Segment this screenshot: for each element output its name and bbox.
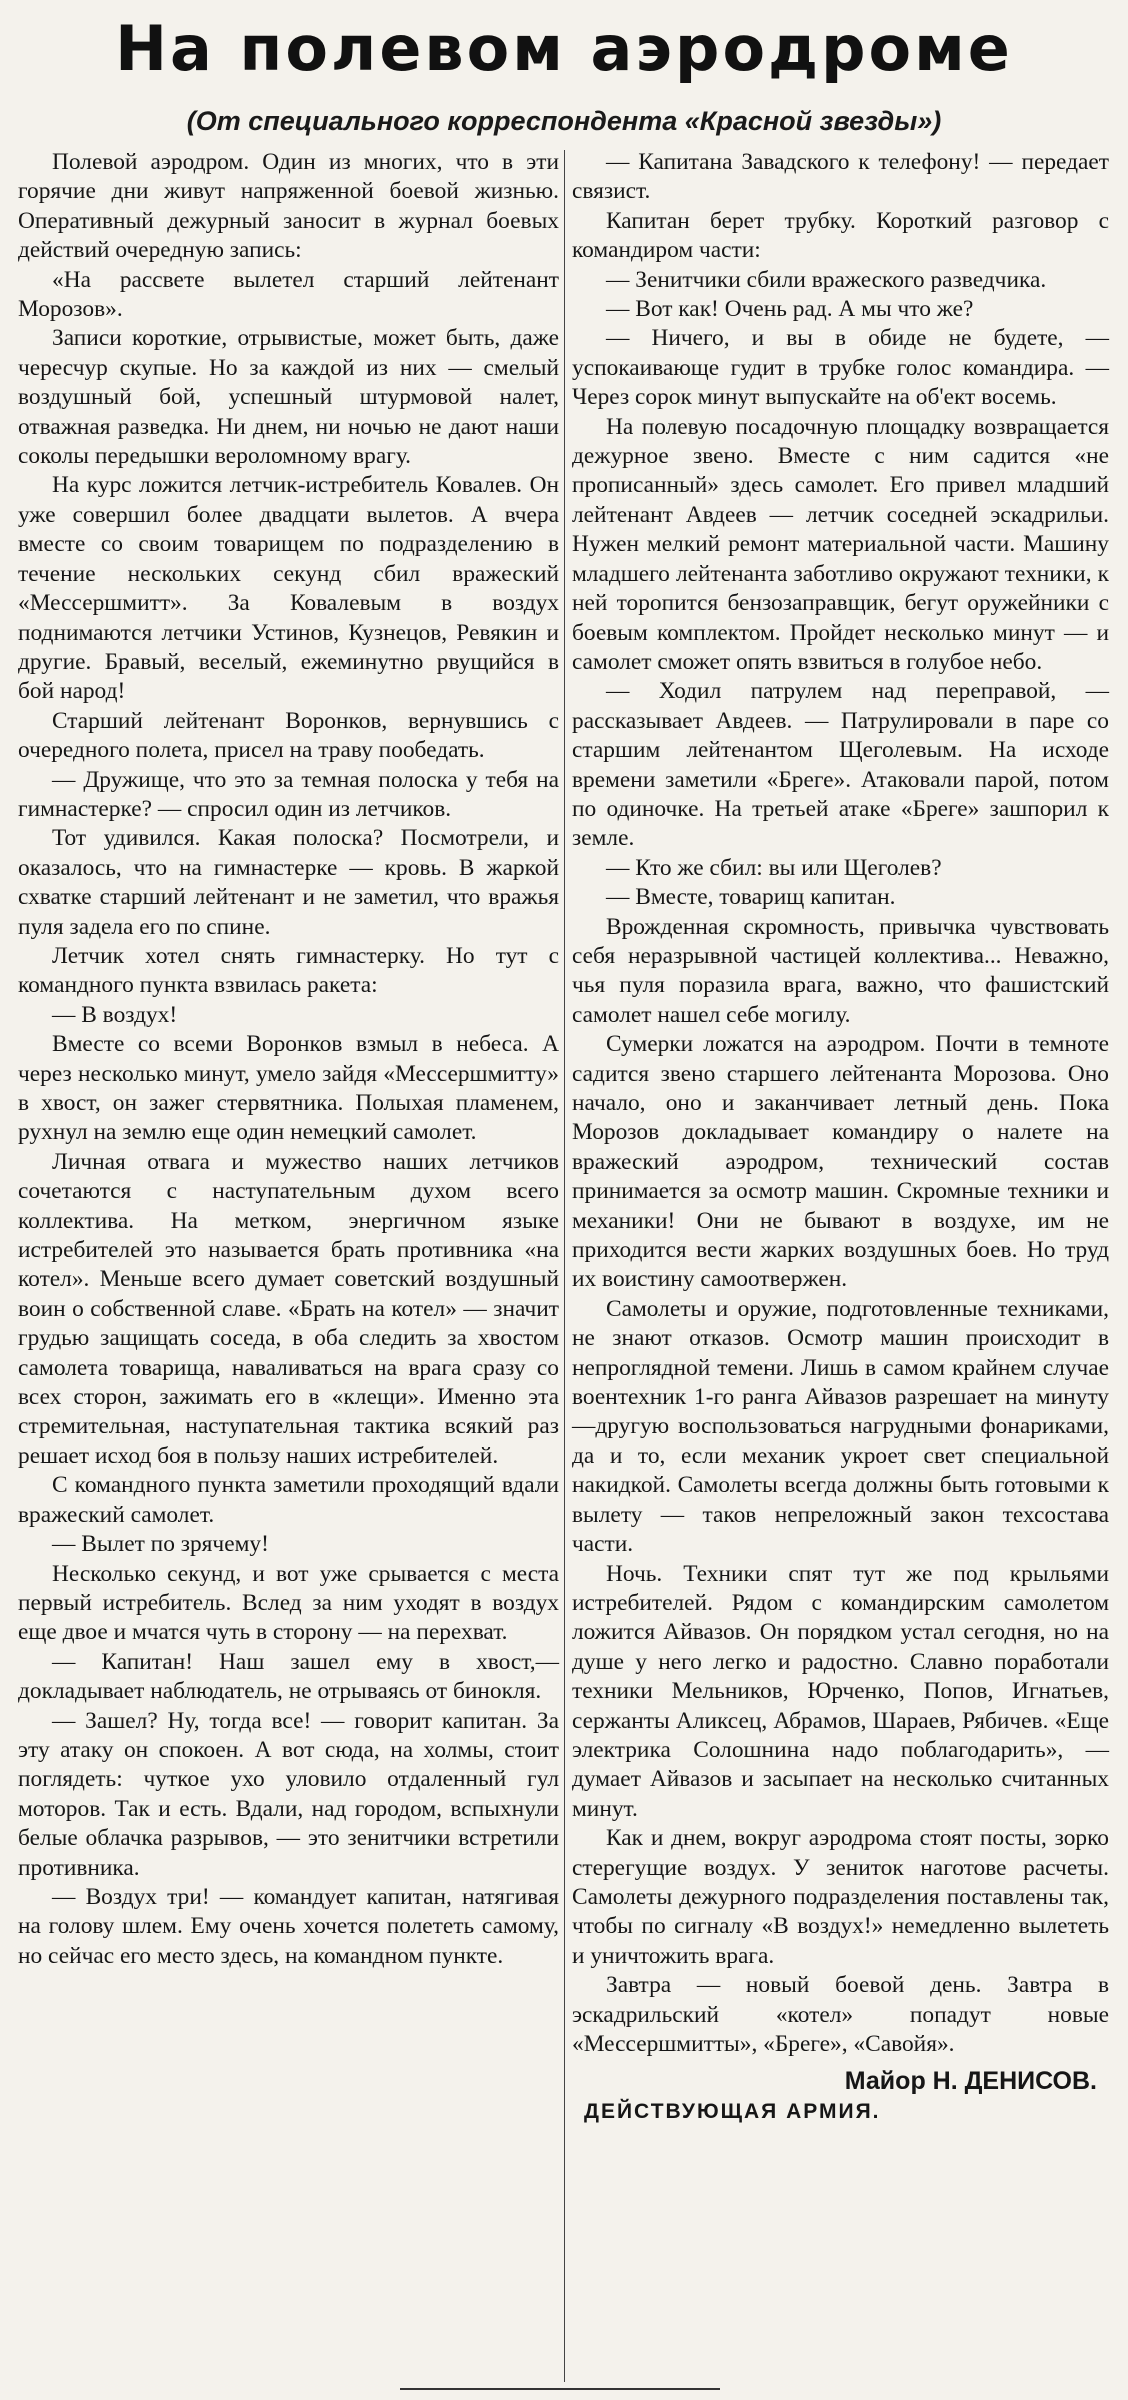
paragraph: — Капитан! Наш зашел ему в хвост,— докладывает наблюдатель, не отрываясь от бинокля. <box>18 1648 559 1705</box>
paragraph: На курс ложится летчик-истребитель Ковалев. Он уже совершил более двадцати вылетов. А вчера вместе со своим товарищем по подразделению в течение нескольких секунд сбил вражеский «Мессершмитт». За Ковалевым в воздух поднимаются летчики Устинов, Кузнецов, Ревякин и другие. Бравый, веселый, ежеминутно рвущийся в бой народ! <box>18 472 559 705</box>
paragraph: Завтра — новый боевой день. Завтра в эскадрильский «котел» попадут новые «Мессершмитты», «Бреге», «Савойя». <box>572 1972 1109 2057</box>
paragraph: — Ходил патрулем над переправой, — рассказывает Авдеев. — Патрулировали в паре со старшим лейтенантом Щеголевым. На исходе времени заметили «Бреге». Атаковали парой, потом по одиночке. На третьей атаке «Бреге» зашпорил к земле. <box>572 678 1109 852</box>
paragraph: Капитан берет трубку. Короткий разговор с командиром части: <box>572 207 1109 264</box>
paragraph: — Воздух три! — командует капитан, натягивая на голову шлем. Ему очень хочется полететь самому, но сейчас его место здесь, на командном пункте. <box>18 1883 559 1969</box>
paragraph: «На рассвете вылетел старший лейтенант Морозов». <box>18 266 559 323</box>
paragraph: Самолеты и оружие, подготовленные техниками, не знают отказов. Осмотр машин происходит в непроглядной темени. Лишь в самом крайнем случае воентехник 1-го ранга Айвазов разрешает на минуту—другую воспользоваться нагрудными фонариками, да и то, если механик укроет свет специальной накидкой. Самолеты всегда должны быть готовыми к вылету — таков непреложный закон техсостава части. <box>572 1295 1109 1558</box>
paragraph: Как и днем, вокруг аэродрома стоят посты, зорко стерегущие воздух. У зениток наготове расчеты. Самолеты дежурного подразделения поставлены так, чтобы по сигналу «В воздух!» немедленно вылететь и уничтожить врага. <box>572 1825 1109 1969</box>
dateline: ДЕЙСТВУЮЩАЯ АРМИЯ. <box>584 2099 881 2123</box>
paragraph: — Зенитчики сбили вражеского разведчика. <box>606 266 1047 293</box>
paragraph: — Вылет по зрячему! <box>52 1531 269 1558</box>
paragraph: Тот удивился. Какая полоска? Посмотрели, и оказалось, что на гимнастерке — кровь. В жаркой схватке старший лейтенант и не заметил, что вражья пуля задела его по спине. <box>18 825 559 940</box>
paragraph: Старший лейтенант Воронков, вернувшись с очередного полета, присел на траву пообедать. <box>18 707 559 764</box>
paragraph: Личная отвага и мужество наших летчиков сочетаются с наступательным духом всего коллектива. На метком, энергичном языке истребителей это называется брать противника «на котел». Меньше всего думает советский воздушный воин о собственной славе. «Брать на котел» — значит грудью защищать соседа, в оба следить за хвостом самолета товарища, наваливаться на врага сразу со всех сторон, зажимать его в «клещи». Именно эта стремительная, наступательная тактика всякий раз решает исход боя в пользу наших истребителей. <box>18 1148 559 1469</box>
paragraph: — Капитана Завадского к телефону! — передает связист. <box>572 149 1109 205</box>
paragraph: Врожденная скромность, привычка чувствовать себя неразрывной частицей коллектива... Неважно, чья пуля поразила врага, важно, что фашистский самолет нашел себе могилу. <box>572 913 1109 1028</box>
paragraph: Сумерки ложатся на аэродром. Почти в темноте садится звено старшего лейтенанта Морозова. Оно начало, оно и заканчивает летный день. Пока Морозов докладывает командиру о налете на вражеский аэродром, технический состав принимается за осмотр машин. Скромные техники и механики! Они не бывают в воздухе, им не приходится вести жарких воздушных боев. Но труд их воистину самоотвержен. <box>572 1031 1109 1293</box>
bottom-rule <box>400 2388 720 2390</box>
paragraph: Летчик хотел снять гимнастерку. Но тут с командного пункта взвилась ракета: <box>18 942 559 999</box>
paragraph: Несколько секунд, и вот уже срывается с места первый истребитель. Вслед за ним уходят в воздух еще двое и мчатся чуть в сторону — на перехват. <box>18 1560 559 1646</box>
paragraph: — Кто же сбил: вы или Щеголев? <box>606 854 942 881</box>
article-headline: На полевом аэродроме <box>115 12 1013 85</box>
paragraph: — В воздух! <box>52 1001 178 1028</box>
article-subhead: (От специального корреспондента «Красной звезды») <box>186 106 942 136</box>
paragraph: Вместе со всеми Воронков взмыл в небеса. А через несколько минут, умело зайдя «Мессершмитту» в хвост, он зажег стервятника. Полыхая пламенем, рухнул на землю еще один немецкий самолет. <box>18 1031 559 1146</box>
author-signature: Майор Н. ДЕНИСОВ. <box>844 2067 1097 2096</box>
paragraph: Ночь. Техники спят тут же под крыльями истребителей. Рядом с командирским самолетом ложится Айвазов. Он порядком устал сегодня, но на душе у него легко и радостно. Славно поработали техники Мельников, Юрченко, Попов, Игнатьев, сержанты Аликсец, Абрамов, Шараев, Рябичев. «Еще электрика Солошнина надо поблагодарить», — думает Айвазов и засыпает на несколько считанных минут. <box>572 1560 1109 1822</box>
paragraph: — Ничего, и вы в обиде не будете, — успокаивающе гудит в трубке голос командира. — Через сорок минут выпускайте на об'ект восемь. <box>572 325 1109 411</box>
paragraph: — Вот как! Очень рад. А мы что же? <box>606 296 974 323</box>
right-column <box>572 148 1109 2126</box>
paragraph: Полевой аэродром. Один из многих, что в эти горячие дни живут напряженной боевой жизнью. Оперативный дежурный заносит в журнал боевых действий очередную запись: <box>18 149 559 264</box>
paragraph: — Зашел? Ну, тогда все! — говорит капитан. За эту атаку он спокоен. А вот сюда, на холмы, стоит поглядеть: чуткое ухо уловило отдаленный гул моторов. Так и есть. Вдали, над городом, вспыхнули белые облачка разрывов, — это зенитчики встретили противника. <box>18 1707 559 1881</box>
paragraph: — Дружище, что это за темная полоска у тебя на гимнастерке? — спросил один из летчиков. <box>18 766 559 822</box>
paragraph: На полевую посадочную площадку возвращается дежурное звено. Вместе с ним садится «не прописанный» здесь самолет. Его привел младший лейтенант Авдеев — летчик соседней эскадрильи. Нужен мелкий ремонт материальной части. Машину младшего лейтенанта заботливо окружают техники, к ней торопится бензозаправщик, бегут оружейники с боевым комплектом. Пройдет несколько минут — и самолет сможет опять взвиться в голубое небо. <box>572 413 1109 675</box>
column-divider <box>564 150 565 2382</box>
paragraph: Записи короткие, отрывистые, может быть, даже чересчур скупые. Но за каждой из них — смелый воздушный бой, успешный штурмовой налет, отважная разведка. Ни днем, ни ночью не дают наши соколы передышки вероломному врагу. <box>18 325 559 470</box>
paragraph: С командного пункта заметили проходящий вдали вражеский самолет. <box>18 1472 559 1528</box>
left-column <box>18 148 559 1971</box>
paragraph: — Вместе, товарищ капитан. <box>606 884 896 911</box>
